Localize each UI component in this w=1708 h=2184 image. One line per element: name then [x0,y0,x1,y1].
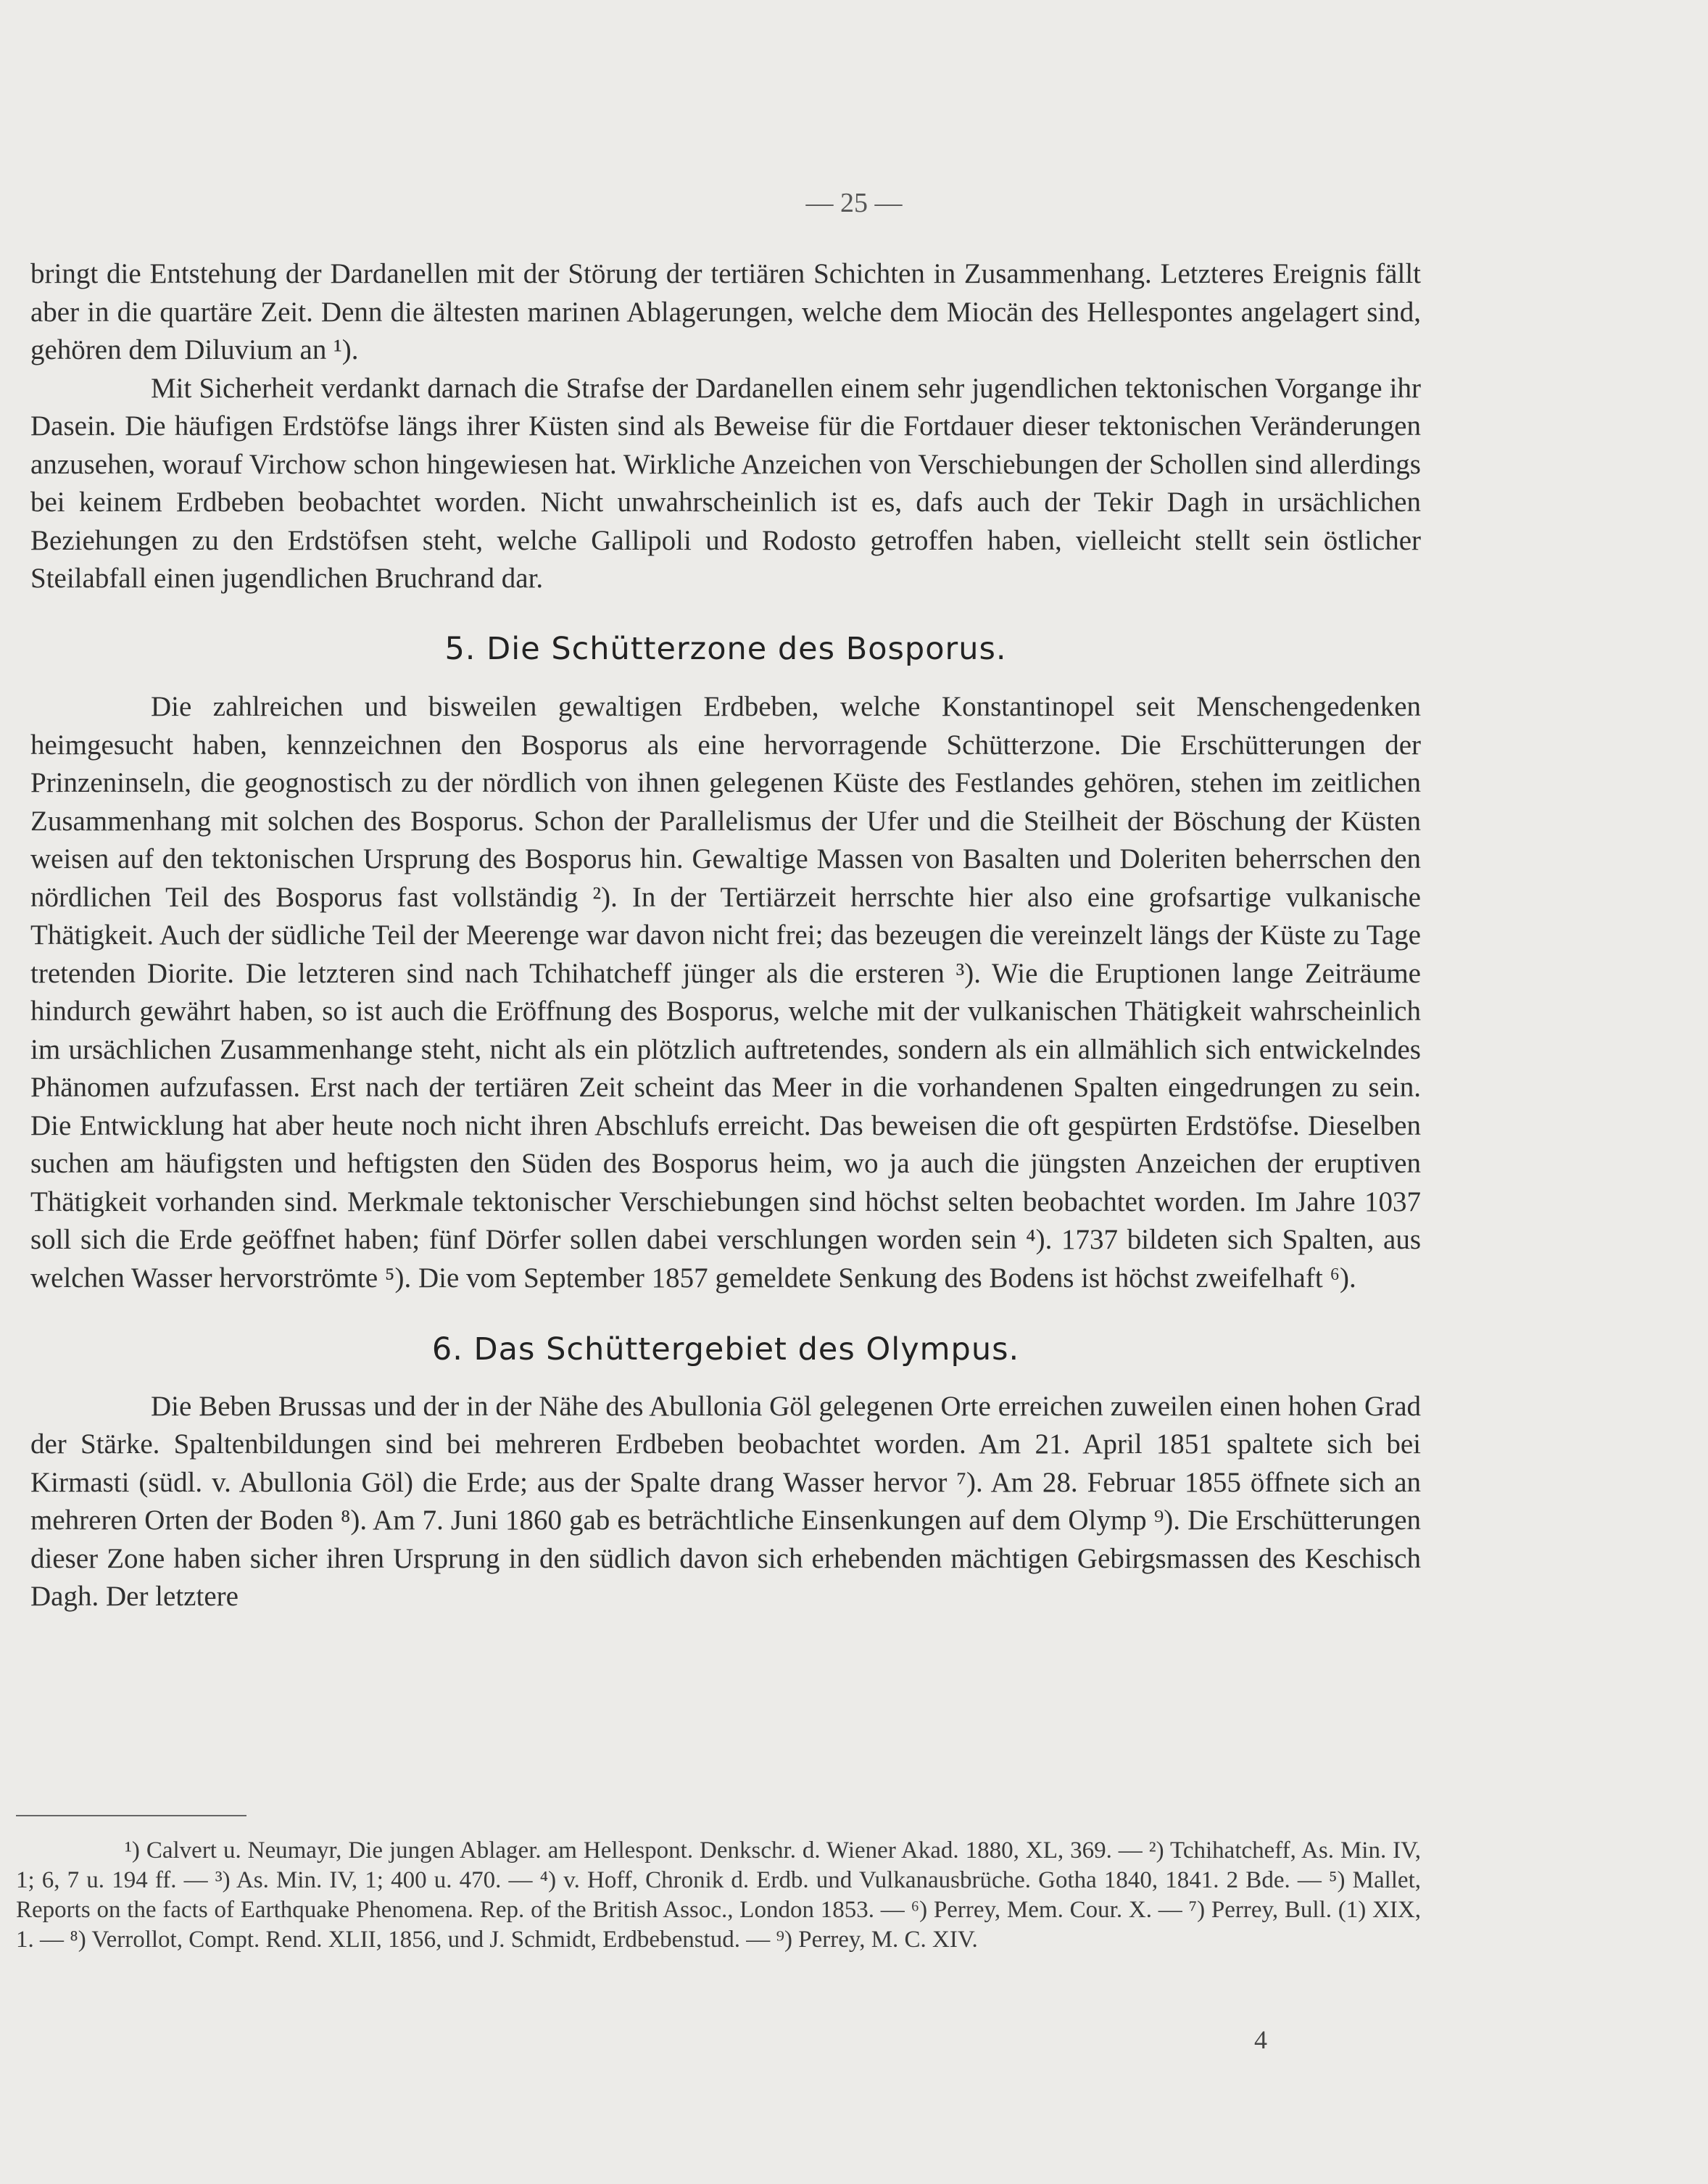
page-number: — 25 — [805,188,903,218]
section-heading-6: 6. Das Schüttergebiet des Olympus. [431,1331,1020,1368]
paragraph-section-5: Die zahlreichen und bisweilen gewaltigen Erdbeben, welche Konstantinopel seit Menschengedenken heimgesucht haben, kennzeichnen den Bosporus als eine hervorragende Schütterzone. Die Erschütterungen der Prinzeninseln, die geognostisch zu der nördlich von ihnen gelegenen Küste des Festlandes gehören, stehen im zeitlichen Zusammenhang mit solchen des Bosporus. Schon der Parallelismus der Ufer und die Steilheit der Böschung der Küsten weisen auf den tektonischen Ursprung des Bosporus hin. Gewaltige Massen von Basalten und Doleriten beherrschen den nördlichen Teil des Bosporus fast vollständig ²). In der Tertiärzeit herrschte hier also eine grofsartige vulkanische Thätigkeit. Auch der südliche Teil der Meerenge war davon nicht frei; das bezeugen die vereinzelt längs der Küste zu Tage tretenden Diorite. Die letzteren sind nach Tchihatcheff jünger als die ersteren ³). Wie die Eruptionen lange Zeiträume hindurch gewährt haben, so ist auch die Eröffnung des Bosporus, welche mit der vulkanischen Thätigkeit wahrscheinlich im ursächlichen Zusammenhange steht, nicht als ein plötzlich auftretendes, sondern als ein allmählich sich entwickelndes Phänomen aufzufassen. Erst nach der tertiären Zeit scheint das Meer in die vorhandenen Spalten eingedrungen zu sein. Die Entwicklung hat aber heute noch nicht ihren Abschlufs erreicht. Das beweisen die oft gespürten Erdstöfse. Dieselben suchen am häufigsten und heftigsten den Süden des Bosporus heim, wo ja auch die jüngsten Anzeichen der eruptiven Thätigkeit vorhanden sind. Merkmale tektonischer Verschiebungen sind höchst selten beobachtet worden. Im Jahre 1037 soll sich die Erde geöffnet haben; fünf Dörfer sollen dabei verschlungen worden sein ⁴). 1737 bildeten sich Spalten, aus welchen Wasser hervorströmte ⁵). Die vom September 1857 gemeldete Senkung des Bodens ist höchst zweifelhaft ⁶). [30,691,1421,1294]
paragraph-sicherheit: Mit Sicherheit verdankt darnach die Strafse der Dardanellen einem sehr jugendlichen tektonischen Vorgange ihr Dasein. Die häufigen Erdstöfse längs ihrer Küsten sind als Beweise für die Fortdauer dieser tektonischen Veränderungen anzusehen, worauf Virchow schon hingewiesen hat. Wirkliche Anzeichen von Verschiebungen der Schollen sind allerdings bei keinem Erdbeben beobachtet worden. Nicht unwahrscheinlich ist es, dafs auch der Tekir Dagh in ursächlichen Beziehungen zu den Erdstöfsen steht, welche Gallipoli und Rodosto getroffen haben, vielleicht stellt sein östlicher Steilabfall einen jugendlichen Bruchrand dar. [30,372,1421,594]
paragraph-section-6: Die Beben Brussas und der in der Nähe des Abullonia Göl gelegenen Orte erreichen zuweilen einen hohen Grad der Stärke. Spaltenbildungen sind bei mehreren Erdbeben beobachtet worden. Am 21. April 1851 spaltete sich bei Kirmasti (südl. v. Abullonia Göl) die Erde; aus der Spalte drang Wasser hervor ⁷). Am 28. Februar 1855 öffnete sich an mehreren Orten der Boden ⁸). Am 7. Juni 1860 gab es beträchtliche Einsenkungen auf dem Olymp ⁹). Die Erschütterungen dieser Zone haben sicher ihren Ursprung in den südlich davon sich erhebenden mächtigen Gebirgsmassen des Keschisch Dagh. Der letztere [30,1390,1421,1612]
main-text [30,255,1421,1616]
footnote-text: ¹) Calvert u. Neumayr, Die jungen Ablager. am Hellespont. Denkschr. d. Wiener Akad. 1880, XL, 369. — ²) Tchihatcheff, As. Min. IV, 1; 6, 7 u. 194 ff. — ³) As. Min. IV, 1; 400 u. 470. — ⁴) v. Hoff, Chronik d. Erdb. und Vulkanausbrüche. Gotha 1840, 1841. 2 Bde. — ⁵) Mallet, Reports on the facts of Earthquake Phenomena. Rep. of the British Assoc., London 1853. — ⁶) Perrey, Mem. Cour. X. — ⁷) Perrey, Bull. (1) XIX, 1. — ⁸) Verrollot, Compt. Rend. XLII, 1856, und J. Schmidt, Erdbebenstud. — ⁹) Perrey, M. C. XIV. [16,1837,1421,1953]
footnotes [16,1836,1421,1955]
signature-mark: 4 [1254,2025,1267,2054]
section-heading-5: 5. Die Schütterzone des Bosporus. [444,630,1007,667]
footnote-divider [16,1815,246,1816]
paragraph-intro: bringt die Entstehung der Dardanellen mit der Störung der tertiären Schichten in Zusammenhang. Letzteres Ereignis fällt aber in die quartäre Zeit. Denn die ältesten marinen Ablagerungen, welche dem Miocän des Hellespontes angelagert sind, gehören dem Diluvium an ¹). [30,258,1421,365]
